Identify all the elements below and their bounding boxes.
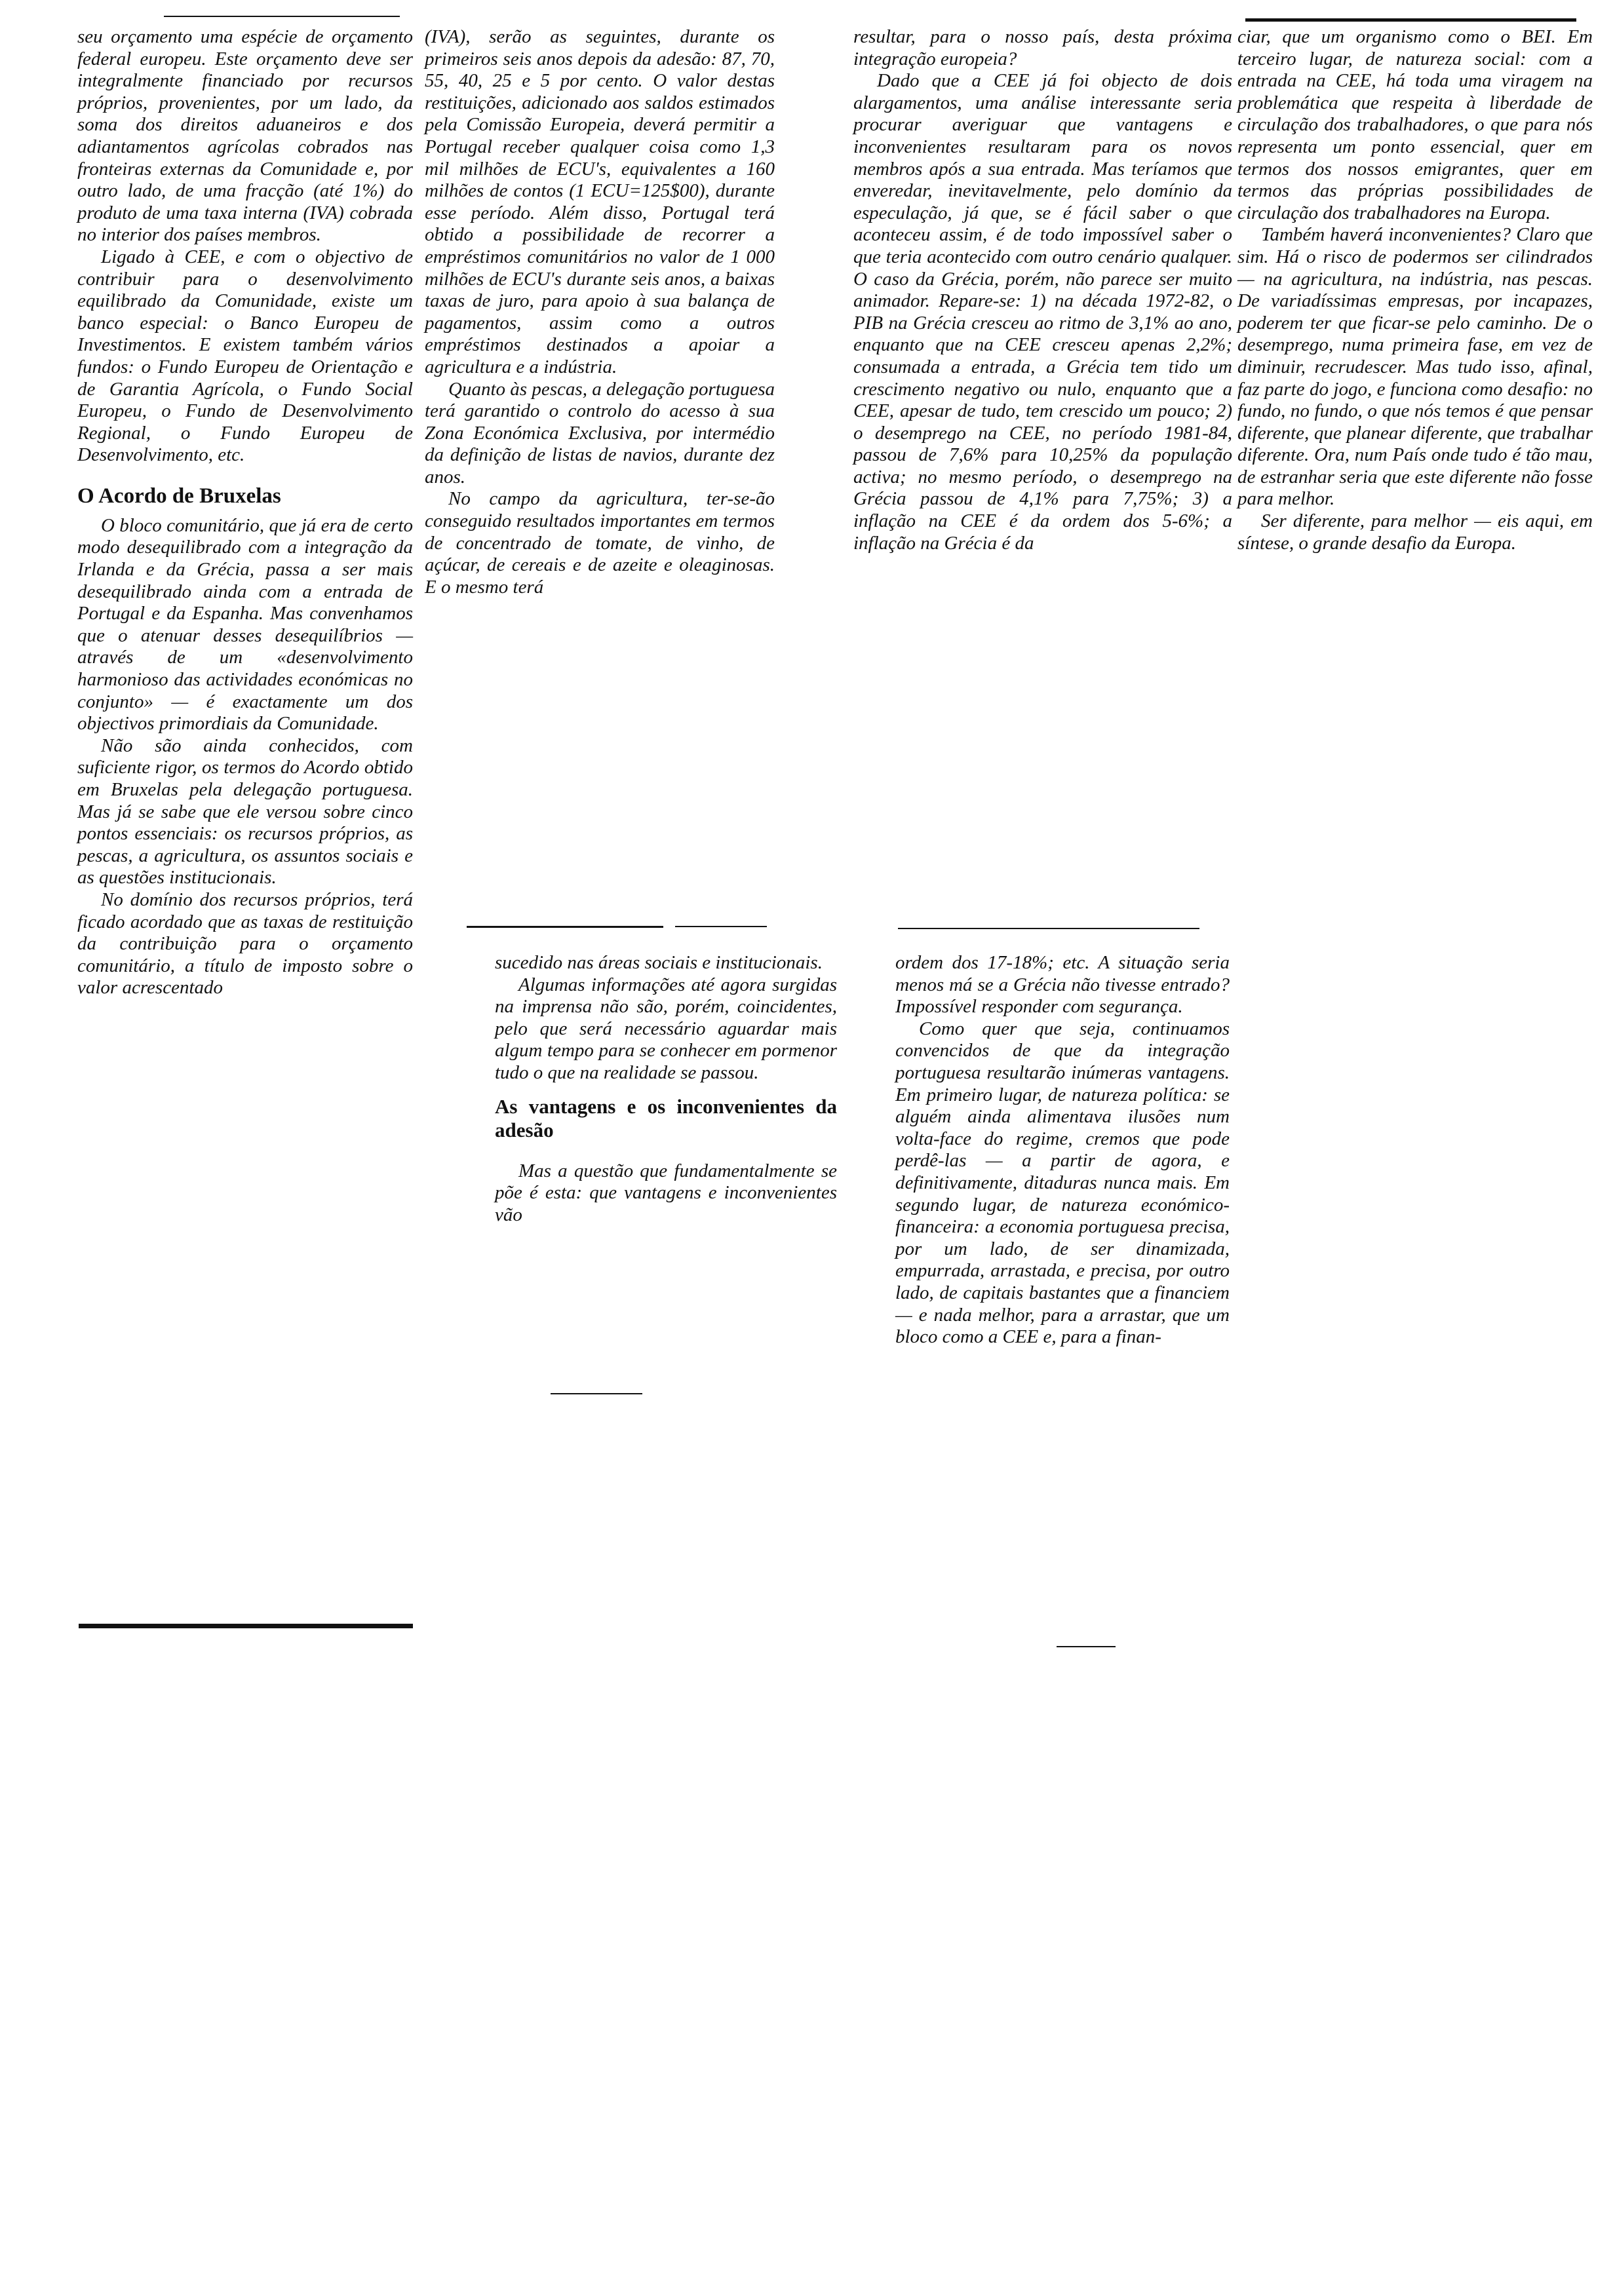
top-rule-col4 xyxy=(1245,18,1576,22)
col1-paragraph-2: Ligado à CEE, e com o objectivo de contribuir para o desenvolvimento equilibrado da Comunidade, existe um banco especial: o Banco Europeu de Investimentos. E existem também vários fundos: o Fundo Europeu de Orientação e de Garantia Agrícola, o Fundo Social Europeu, o Fundo de Desenvolvimento Regional, o Fundo Europeu de Desenvolvimento, etc. xyxy=(77,246,413,466)
col3-paragraph-2: Dado que a CEE já foi objecto de dois alargamentos, uma análise interessante seria procurar averiguar que vantagens e inconvenientes resultaram para os novos membros após a sua entrada. Mas teríamos que enveredar, inevitavelmente, pelo domínio da especulação, já que, se é fácil saber o que aconteceu assim, é de todo impossível saber o que teria acontecido com outro cenário qualquer. O caso da Grécia, porém, não parece ser muito animador. Repare-se: 1) na década 1972-82, o PIB na Grécia cresceu ao ritmo de 3,1% ao ano, enquanto que na CEE cresceu apenas 2,2%; consumada a entrada, a Grécia tem tido um crescimento negativo ou nulo, enquanto que a CEE, apesar de tudo, tem crescido um pouco; 2) o desemprego na CEE, no período 1981-84, passou de 7,6% para 10,25% da população activa; no mesmo período, o desemprego na Grécia passou de 4,1% para 7,75%; 3) a inflação na CEE é da ordem dos 5-6%; a inflação na Grécia é da xyxy=(853,70,1232,554)
col1-paragraph-5: No domínio dos recursos próprios, terá ficado acordado que as taxas de restituição da contribuição para o orçamento comunitário, a título de imposto sobre o valor acrescentado xyxy=(77,889,413,999)
col2-paragraph-1: (IVA), serão as seguintes, durante os primeiros seis anos depois da adesão: 87, 70, 55, 40, 25 e 5 por cento. O valor destas restituições, adicionado aos saldos estimados pela Comissão Europeia, deverá permitir a Portugal receber qualquer coisa como 1,3 mil milhões de ECU's, equivalentes a 160 milhões de contos (1 ECU=125$00), durante esse período. Além disso, Portugal terá obtido a possibilidade de recorrer a empréstimos comunitários no valor de 1 000 milhões de ECU's durante seis anos, a baixas taxas de juro, para apoio à sua balança de pagamentos, assim como a outros empréstimos destinados a apoiar a agricultura e a indústria. xyxy=(425,26,775,377)
col3-paragraph-4: Como quer que seja, continuamos convencidos de que da integração portuguesa resultarão inúmeras vantagens. Em primeiro lugar, de natureza política: se alguém ainda alimentava ilusões num volta-face do regime, cremos que pode perdê-las — a partir de agora, e definitivamente, ditaduras nunca mais. Em segundo lugar, de natureza económico-financeira: a economia portuguesa precisa, por um lado, de ser dinamizada, empurrada, arrastada, e precisa, por outro lado, de capitais bastantes que a financiem — e nada melhor, para a arrastar, que um bloco como a CEE e, para a finan- xyxy=(895,1018,1230,1348)
col2-paragraph-4: sucedido nas áreas sociais e institucionais. xyxy=(495,952,823,973)
section-heading-vantagens: As vantagens e os inconvenientes da adesão xyxy=(495,1094,837,1141)
top-rule-col1 xyxy=(164,16,400,17)
mid-rule-col2-left xyxy=(467,926,663,928)
col4-paragraph-3: Ser diferente, para melhor — eis aqui, em síntese, o grande desafio da Europa. xyxy=(1237,510,1593,554)
col2-paragraph-5: Algumas informações até agora surgidas na imprensa não são, porém, coincidentes, pelo que será necessário aguardar mais algum tempo para se conhecer em pormenor tudo o que na realidade se passou. xyxy=(495,974,837,1083)
end-rule-col3 xyxy=(1057,1646,1116,1647)
article-column-2-continued xyxy=(495,952,837,1226)
section-heading-acordo-de-bruxelas: O Acordo de Bruxelas xyxy=(77,484,281,508)
col1-paragraph-3: O bloco comunitário, que já era de certo modo desequilibrado com a integração da Irlanda e da Grécia, passa a ser mais desequilibrado ainda com a entrada de Portugal e da Espanha. Mas convenhamos que o atenuar desses desequilíbrios — através de um «desenvolvimento harmonioso das actividades económicas no conjunto» — é exactamente um dos objectivos primordiais da Comunidade. xyxy=(77,514,413,735)
col3-paragraph-1: resultar, para o nosso país, desta próxima integração europeia? xyxy=(853,26,1232,69)
mid-rule-col3 xyxy=(898,928,1199,929)
col1-paragraph-4: Não são ainda conhecidos, com suficiente rigor, os termos do Acordo obtido em Bruxelas pela delegação portuguesa. Mas já se sabe que ele versou sobre cinco pontos essenciais: os recursos próprios, as pescas, a agricultura, os assuntos sociais e as questões institucionais. xyxy=(77,735,413,889)
col4-paragraph-1: ciar, que um organismo como o BEI. Em terceiro lugar, de natureza social: com a entrada na CEE, há toda uma viragem na problemática que respeita à liberdade de circulação dos trabalhadores, o que para nós representa um ponto essencial, quer em termos dos nossos emigrantes, quer em termos das próprias possibilidades de circulação dos trabalhadores na Europa. xyxy=(1237,26,1593,223)
col2-paragraph-6: Mas a questão que fundamentalmente se põe é esta: que vantagens e inconvenientes vão xyxy=(495,1160,837,1225)
article-column-3-continued xyxy=(895,952,1230,1349)
end-rule-col2 xyxy=(551,1393,642,1394)
col3-paragraph-3: ordem dos 17-18%; etc. A situação seria menos má se a Grécia não tivesse entrado? Impossível responder com segurança. xyxy=(895,952,1230,1018)
bottom-rule-col1 xyxy=(79,1624,413,1628)
article-column-2 xyxy=(425,26,775,598)
article-column-4 xyxy=(1237,26,1593,554)
col4-paragraph-2: Também haverá inconvenientes? Claro que sim. Há o risco de podermos ser cilindrados — na agricultura, na indústria, nas pescas. De variadíssimas empresas, por incapazes, poderem ter que ficar-se pelo caminho. De o desemprego, numa primeira fase, em vez de diminuir, recrudescer. Mas tudo isso, afinal, faz parte do jogo, e funciona como desafio: no fundo, no fundo, o que nós temos é que pensar diferente, que planear diferente, que trabalhar diferente. Ora, num País onde tudo é tão mau, de estranhar seria que este diferente não fosse para melhor. xyxy=(1237,224,1593,510)
col1-paragraph-1: seu orçamento uma espécie de orçamento federal europeu. Este orçamento deve ser integralmente financiado por recursos próprios, provenientes, por um lado, da soma dos direitos aduaneiros e dos adiantamentos agrícolas cobrados nas fronteiras externas da Comunidade e, por outro lado, de uma fracção (até 1%) do produto de uma taxa interna (IVA) cobrada no interior dos países membros. xyxy=(77,26,413,246)
mid-rule-col2-right xyxy=(675,926,767,927)
article-column-3 xyxy=(853,26,1232,554)
col2-paragraph-3: No campo da agricultura, ter-se-ão conseguido resultados importantes em termos de concentrado de tomate, de vinho, de açúcar, de cereais e de azeite e oleaginosas. E o mesmo terá xyxy=(425,488,775,598)
col2-paragraph-2: Quanto às pescas, a delegação portuguesa terá garantido o controlo do acesso à sua Zona Económica Exclusiva, por intermédio da definição de listas de navios, durante dez anos. xyxy=(425,378,775,488)
article-column-1 xyxy=(77,26,413,999)
